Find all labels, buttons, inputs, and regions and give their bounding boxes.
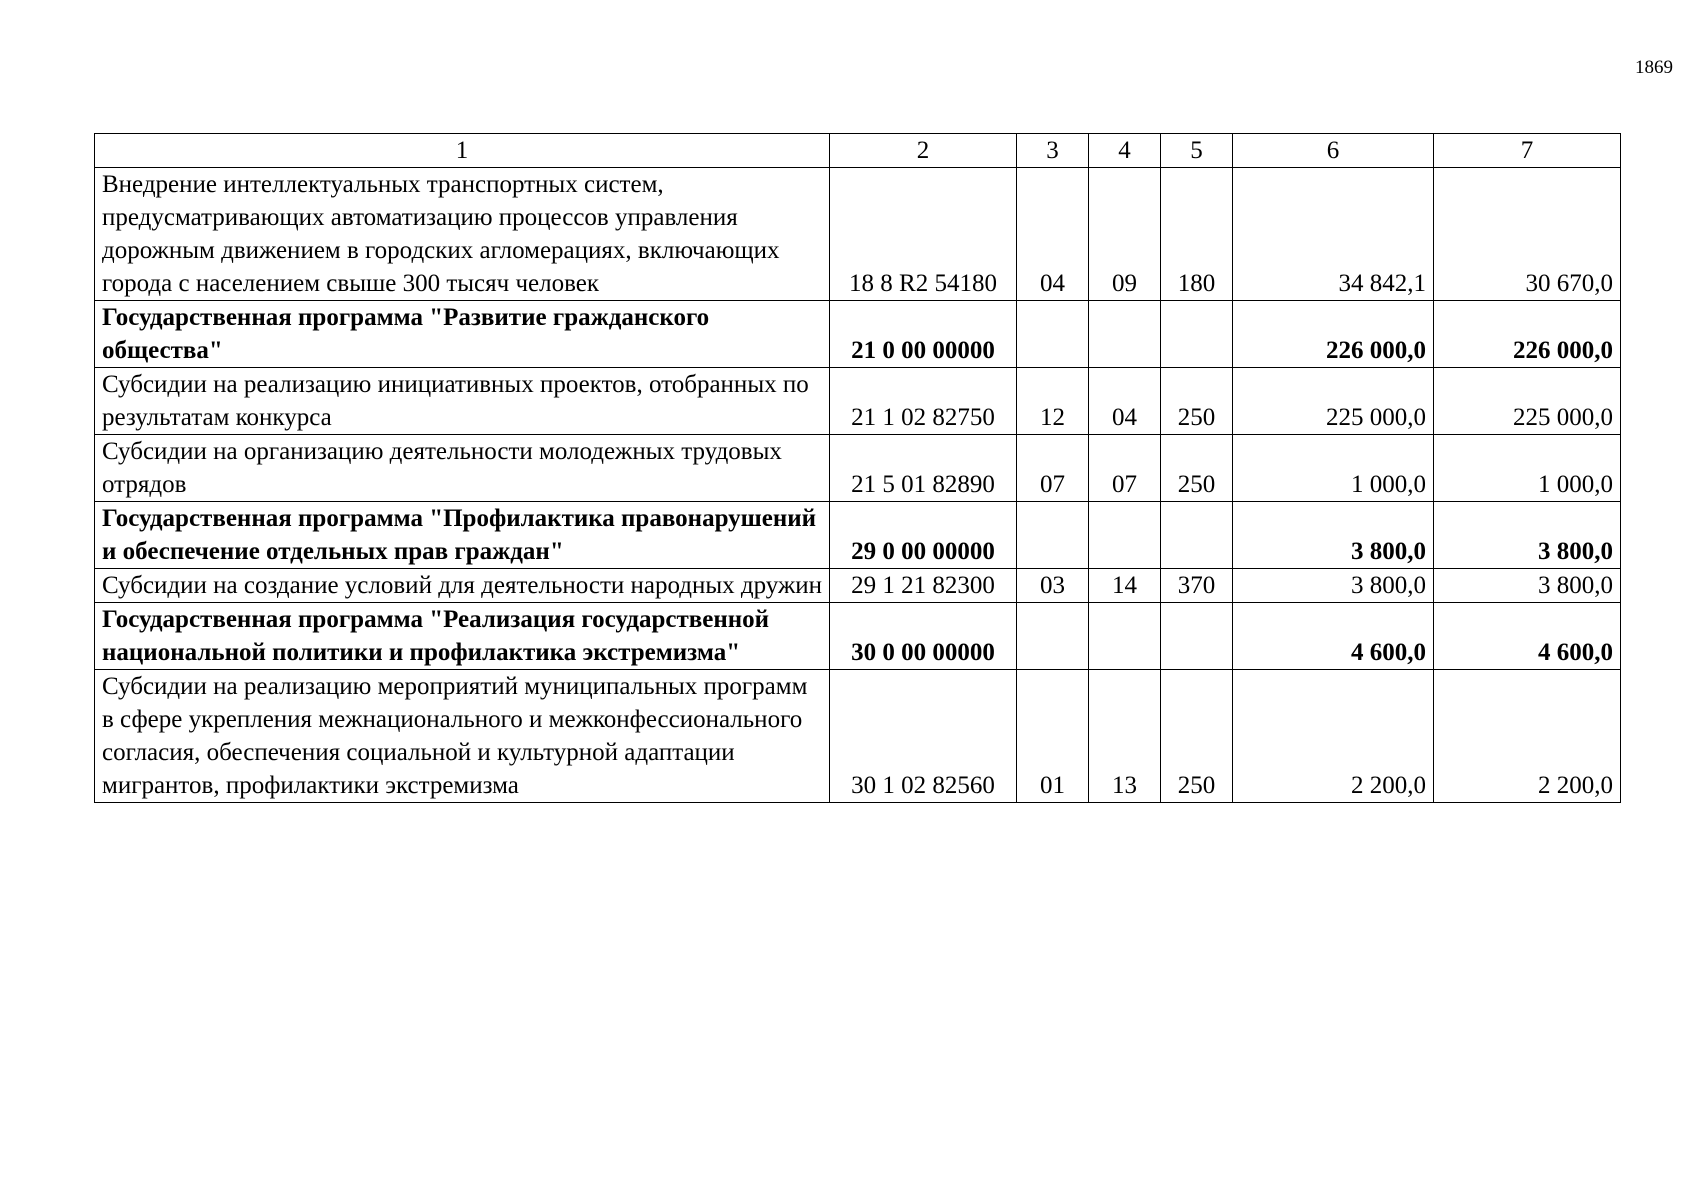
row-section [1017, 301, 1089, 368]
row-section: 12 [1017, 368, 1089, 435]
row-amount-6: 3 800,0 [1233, 502, 1434, 569]
row-subsection: 14 [1089, 569, 1161, 603]
row-subsection [1089, 502, 1161, 569]
table-row [95, 435, 1621, 502]
row-subsection [1089, 301, 1161, 368]
column-header-2: 2 [830, 134, 1017, 168]
row-expense-type: 250 [1161, 435, 1233, 502]
row-name: Субсидии на организацию деятельности молодежных трудовых отрядов [95, 435, 830, 502]
column-header-6: 6 [1233, 134, 1434, 168]
row-name: Внедрение интеллектуальных транспортных систем, предусматривающих автоматизацию процессов управления дорожным движением в городских агломерациях, включающих города с населением свыше 300 тысяч человек [95, 168, 830, 301]
row-name: Субсидии на создание условий для деятельности народных дружин [95, 569, 830, 603]
row-section: 07 [1017, 435, 1089, 502]
row-code: 21 1 02 82750 [830, 368, 1017, 435]
row-section: 03 [1017, 569, 1089, 603]
row-amount-6: 225 000,0 [1233, 368, 1434, 435]
row-code: 18 8 R2 54180 [830, 168, 1017, 301]
row-subsection: 04 [1089, 368, 1161, 435]
row-amount-6: 226 000,0 [1233, 301, 1434, 368]
row-code: 30 0 00 00000 [830, 603, 1017, 670]
row-code: 21 5 01 82890 [830, 435, 1017, 502]
row-amount-6: 3 800,0 [1233, 569, 1434, 603]
row-expense-type [1161, 502, 1233, 569]
row-name: Государственная программа "Профилактика правонарушений и обеспечение отдельных прав граждан" [95, 502, 830, 569]
table-row [95, 569, 1621, 603]
table-row [95, 368, 1621, 435]
page-number: 1869 [1635, 57, 1673, 78]
column-header-4: 4 [1089, 134, 1161, 168]
header-row [95, 134, 1621, 168]
row-amount-7: 2 200,0 [1434, 670, 1621, 803]
row-amount-6: 2 200,0 [1233, 670, 1434, 803]
row-amount-6: 1 000,0 [1233, 435, 1434, 502]
row-expense-type: 370 [1161, 569, 1233, 603]
program-row [95, 502, 1621, 569]
row-section [1017, 603, 1089, 670]
row-amount-7: 3 800,0 [1434, 569, 1621, 603]
row-expense-type [1161, 301, 1233, 368]
row-name: Государственная программа "Реализация государственной национальной политики и профилактика экстремизма" [95, 603, 830, 670]
column-header-1: 1 [95, 134, 830, 168]
row-code: 29 1 21 82300 [830, 569, 1017, 603]
row-name: Государственная программа "Развитие гражданского общества" [95, 301, 830, 368]
row-code: 30 1 02 82560 [830, 670, 1017, 803]
row-amount-7: 3 800,0 [1434, 502, 1621, 569]
row-expense-type: 180 [1161, 168, 1233, 301]
row-code: 21 0 00 00000 [830, 301, 1017, 368]
row-expense-type: 250 [1161, 670, 1233, 803]
row-name: Субсидии на реализацию инициативных проектов, отобранных по результатам конкурса [95, 368, 830, 435]
program-row [95, 603, 1621, 670]
column-header-3: 3 [1017, 134, 1089, 168]
row-amount-7: 30 670,0 [1434, 168, 1621, 301]
row-amount-6: 34 842,1 [1233, 168, 1434, 301]
row-subsection: 13 [1089, 670, 1161, 803]
row-expense-type: 250 [1161, 368, 1233, 435]
row-subsection: 09 [1089, 168, 1161, 301]
row-amount-6: 4 600,0 [1233, 603, 1434, 670]
row-section: 01 [1017, 670, 1089, 803]
table-row [95, 168, 1621, 301]
row-amount-7: 4 600,0 [1434, 603, 1621, 670]
row-amount-7: 225 000,0 [1434, 368, 1621, 435]
row-section [1017, 502, 1089, 569]
program-row [95, 301, 1621, 368]
row-subsection [1089, 603, 1161, 670]
budget-table [94, 133, 1621, 803]
row-code: 29 0 00 00000 [830, 502, 1017, 569]
column-header-5: 5 [1161, 134, 1233, 168]
row-amount-7: 226 000,0 [1434, 301, 1621, 368]
row-expense-type [1161, 603, 1233, 670]
table-row [95, 670, 1621, 803]
row-section: 04 [1017, 168, 1089, 301]
row-amount-7: 1 000,0 [1434, 435, 1621, 502]
column-header-7: 7 [1434, 134, 1621, 168]
row-name: Субсидии на реализацию мероприятий муниципальных программ в сфере укрепления межнационального и межконфессионального согласия, обеспечения социальной и культурной адаптации мигрантов, профилактики экстремизма [95, 670, 830, 803]
row-subsection: 07 [1089, 435, 1161, 502]
